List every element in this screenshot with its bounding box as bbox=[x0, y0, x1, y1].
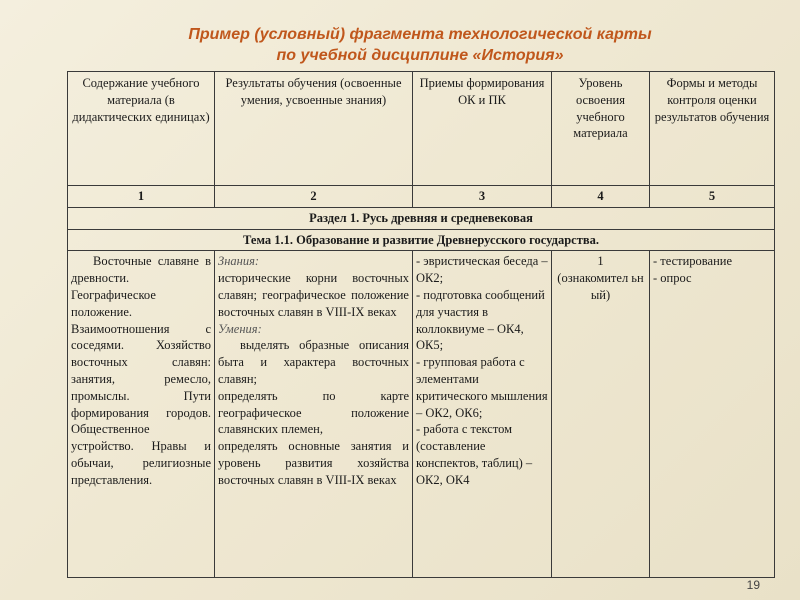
header-methods: Приемы формирования ОК и ПК bbox=[413, 72, 552, 186]
column-number: 3 bbox=[413, 186, 552, 208]
skills-label: Умения: bbox=[218, 321, 262, 336]
topic-title: Тема 1.1. Образование и развитие Древнерусского государства. bbox=[68, 229, 775, 251]
column-number: 5 bbox=[650, 186, 775, 208]
section-row bbox=[68, 207, 775, 229]
level-text: (ознакомител ьный) bbox=[557, 271, 644, 302]
knowledge-label: Знания: bbox=[218, 254, 260, 269]
page-number: 19 bbox=[746, 578, 760, 592]
skill-item: выделять образные описания быта и характера восточных славян; bbox=[218, 338, 409, 386]
column-number: 2 bbox=[215, 186, 413, 208]
title-line-2: по учебной дисциплине «История» bbox=[276, 47, 564, 64]
title-line-1: Пример (условный) фрагмента технологической карты bbox=[188, 26, 652, 43]
skill-item: определять по карте географическое положение славянских племен, bbox=[218, 388, 409, 437]
slide-title bbox=[120, 24, 720, 66]
header-content: Содержание учебного материала (в дидактических единицах) bbox=[68, 72, 215, 186]
header-results: Результаты обучения (освоенные умения, усвоенные знания) bbox=[215, 72, 413, 186]
section-title: Раздел 1. Русь древняя и средневековая bbox=[68, 207, 775, 229]
header-level: Уровень освоения учебного материала bbox=[552, 72, 650, 186]
column-number-row bbox=[68, 186, 775, 208]
skill-item: определять основные занятия и уровень развития хозяйства восточных славян в VIII-IX веках bbox=[218, 439, 409, 487]
column-number: 1 bbox=[68, 186, 215, 208]
header-row bbox=[68, 72, 775, 186]
column-number: 4 bbox=[552, 186, 650, 208]
method-item: - групповая работа с элементами критического мышления – ОК2, ОК6; bbox=[416, 355, 548, 420]
methods-cell bbox=[413, 251, 552, 578]
results-cell bbox=[215, 251, 413, 578]
content-cell: Восточные славяне в древности. Географическое положение. Взаимоотношения с соседями. Хозяйство восточных славян: занятия, ремесло, промыслы. Пути формирования городов. Общественное устройство. Нравы и обычаи, религиозные представления. bbox=[68, 251, 215, 578]
method-item: - подготовка сообщений для участия в коллоквиуме – ОК4, ОК5; bbox=[416, 287, 545, 353]
level-number: 1 bbox=[597, 254, 604, 269]
control-item: - тестирование bbox=[653, 254, 733, 269]
knowledge-text: исторические корни восточных славян; географическое положение восточных славян в VIII-IX веках bbox=[218, 271, 409, 319]
topic-row bbox=[68, 229, 775, 251]
method-item: - эвристическая беседа – ОК2; bbox=[416, 254, 548, 286]
header-control: Формы и методы контроля оценки результатов обучения bbox=[650, 72, 775, 186]
content-row bbox=[68, 251, 775, 578]
level-cell bbox=[552, 251, 650, 578]
control-cell bbox=[650, 251, 775, 578]
control-item: - опрос bbox=[653, 271, 692, 286]
method-item: - работа с текстом (составление конспектов, таблиц) – ОК2, ОК4 bbox=[416, 422, 533, 487]
technology-map-table bbox=[67, 71, 775, 578]
